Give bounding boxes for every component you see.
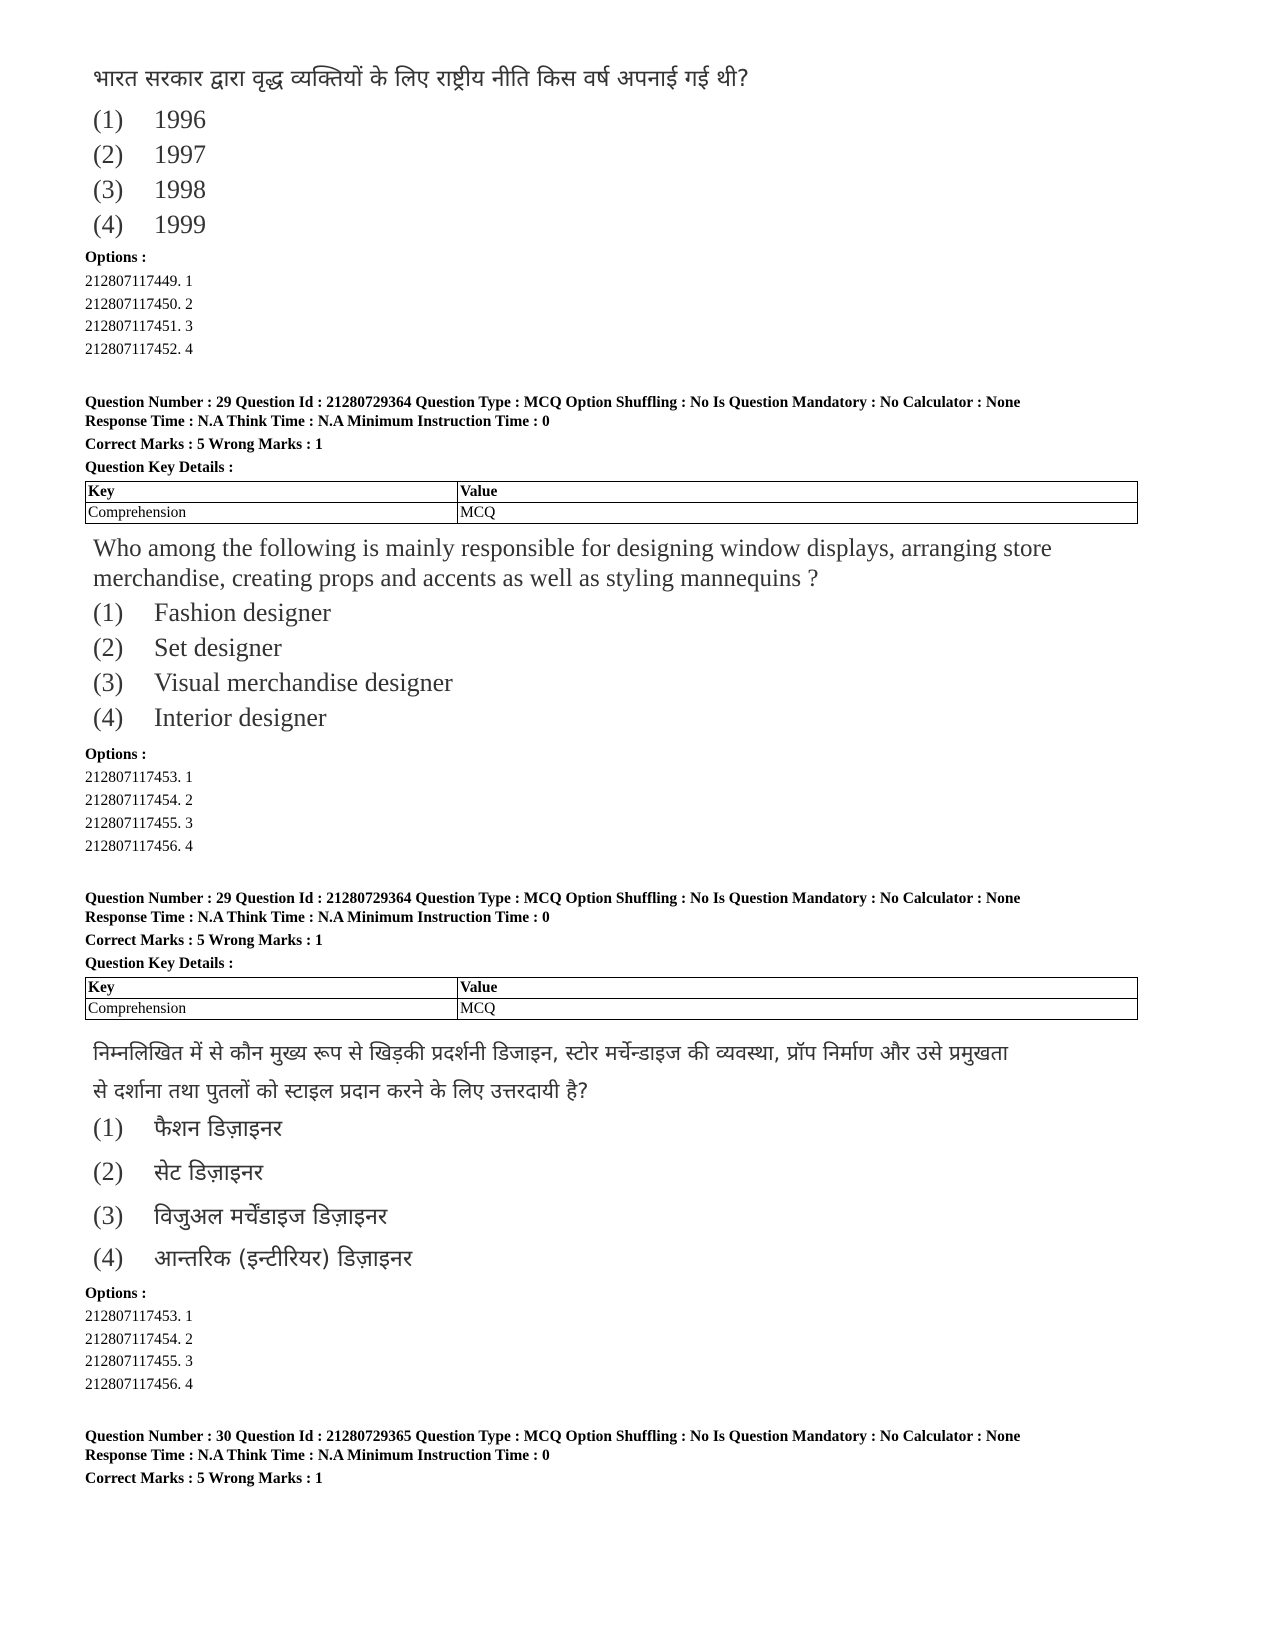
key-details-table [85,481,1138,524]
option-id: 212807117452. 4 [85,341,193,358]
option-3: (3) 1998 [93,175,206,204]
question-timing: Response Time : N.A Think Time : N.A Minimum Instruction Time : 0 [85,1447,550,1464]
option-1: (1) फैशन डिज़ाइनर [93,1113,283,1142]
option-id: 212807117456. 4 [85,1376,193,1393]
question-meta: Question Number : 29 Question Id : 21280729364 Question Type : MCQ Option Shuffling : No Is Question Mandatory : No Calculator : None [85,890,1021,907]
options-label: Options : [85,746,147,763]
value-cell: MCQ [458,503,1138,524]
key-header: Key [86,482,458,503]
option-4: (4) 1999 [93,210,206,239]
question-text: Who among the following is mainly responsible for designing window displays, arranging store merchandise, creating props and accents as well as styling mannequins ? [93,535,1052,592]
question-text: निम्नलिखित में से कौन मुख्य रूप से खिड़की प्रदर्शनी डिजाइन, स्टोर मर्चेन्डाइज की व्यवस्था, प्रॉप निर्माण और उसे प्रमुखता से दर्शाना तथा पुतलों को स्टाइल प्रदान करने के लिए उत्तरदायी है? [93,1041,1009,1103]
question-timing: Response Time : N.A Think Time : N.A Minimum Instruction Time : 0 [85,413,550,430]
question-meta: Question Number : 30 Question Id : 21280729365 Question Type : MCQ Option Shuffling : No Is Question Mandatory : No Calculator : None [85,1428,1021,1445]
question-meta: Question Number : 29 Question Id : 21280729364 Question Type : MCQ Option Shuffling : No Is Question Mandatory : No Calculator : None [85,394,1021,411]
question-marks: Correct Marks : 5 Wrong Marks : 1 [85,436,323,453]
option-id: 212807117451. 3 [85,318,193,335]
option-2: (2) सेट डिज़ाइनर [93,1157,264,1186]
option-id: 212807117454. 2 [85,1331,193,1348]
option-2: (2) Set designer [93,633,282,662]
option-id: 212807117449. 1 [85,273,193,290]
option-id: 212807117455. 3 [85,1353,193,1370]
key-details-label: Question Key Details : [85,955,234,972]
option-id: 212807117453. 1 [85,1308,193,1325]
options-label: Options : [85,249,147,266]
question-timing: Response Time : N.A Think Time : N.A Minimum Instruction Time : 0 [85,909,550,926]
option-1: (1) 1996 [93,105,206,134]
option-3: (3) Visual merchandise designer [93,668,453,697]
key-cell: Comprehension [86,999,458,1020]
option-2: (2) 1997 [93,140,206,169]
option-1: (1) Fashion designer [93,598,331,627]
value-cell: MCQ [458,999,1138,1020]
key-details-table [85,977,1138,1020]
option-id: 212807117453. 1 [85,769,193,786]
option-4: (4) Interior designer [93,703,327,732]
key-header: Key [86,978,458,999]
question-text: भारत सरकार द्वारा वृद्ध व्यक्तियों के लिए राष्ट्रीय नीति किस वर्ष अपनाई गई थी? [93,66,750,92]
value-header: Value [458,978,1138,999]
options-label: Options : [85,1285,147,1302]
question-marks: Correct Marks : 5 Wrong Marks : 1 [85,1470,323,1487]
option-id: 212807117454. 2 [85,792,193,809]
key-details-label: Question Key Details : [85,459,234,476]
value-header: Value [458,482,1138,503]
option-id: 212807117456. 4 [85,838,193,855]
option-id: 212807117455. 3 [85,815,193,832]
key-cell: Comprehension [86,503,458,524]
question-marks: Correct Marks : 5 Wrong Marks : 1 [85,932,323,949]
option-id: 212807117450. 2 [85,296,193,313]
option-3: (3) विजुअल मर्चेंडाइज डिज़ाइनर [93,1201,388,1230]
option-4: (4) आन्तरिक (इन्टीरियर) डिज़ाइनर [93,1243,413,1272]
